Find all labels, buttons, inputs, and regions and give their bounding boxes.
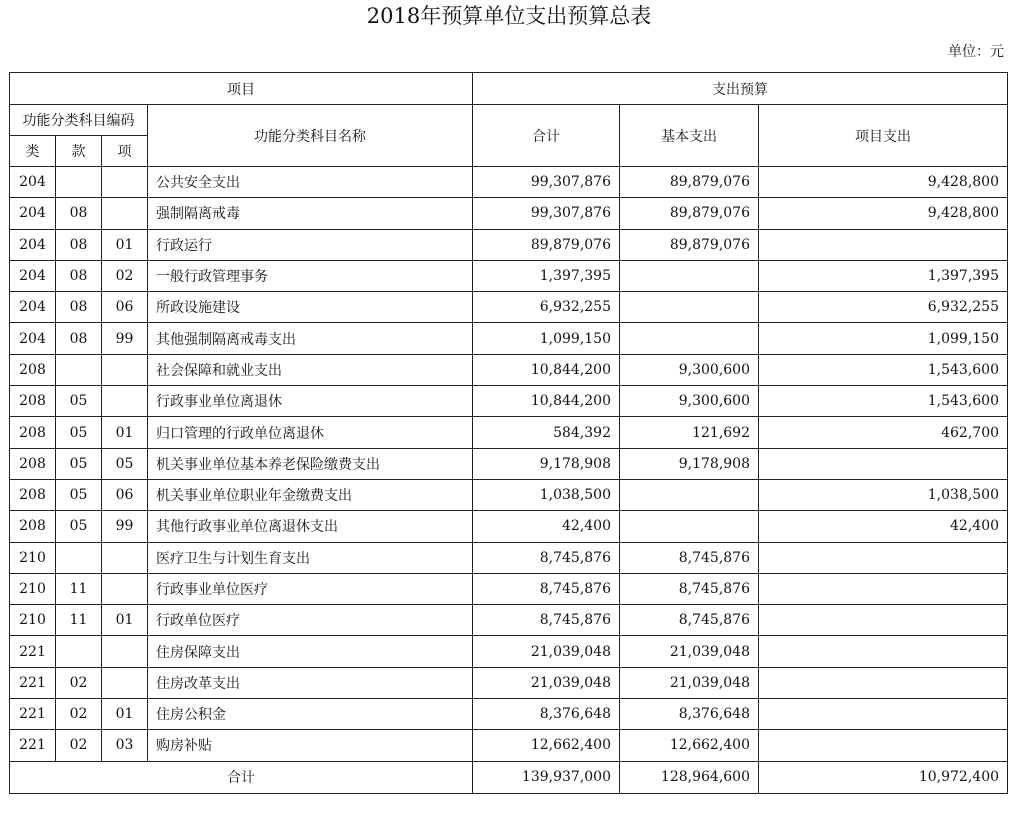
cell-name: 机关事业单位基本养老保险缴费支出	[148, 448, 473, 479]
cell-total: 42,400	[473, 511, 620, 542]
table-row	[10, 386, 1008, 417]
document-title: 2018年预算单位支出预算总表	[366, 4, 652, 28]
table-row	[10, 699, 1008, 730]
cell-xiang: 99	[102, 323, 148, 354]
table-body	[10, 167, 1008, 794]
cell-total: 584,392	[473, 417, 620, 448]
cell-basic: 9,178,908	[620, 448, 759, 479]
cell-lei: 204	[10, 198, 56, 229]
cell-xiang: 01	[102, 229, 148, 260]
cell-project	[759, 667, 1008, 698]
table-row	[10, 260, 1008, 291]
totals-label: 合计	[10, 761, 473, 793]
cell-total: 9,178,908	[473, 448, 620, 479]
cell-lei: 204	[10, 292, 56, 323]
cell-project: 462,700	[759, 417, 1008, 448]
cell-project: 6,932,255	[759, 292, 1008, 323]
table-row	[10, 542, 1008, 573]
cell-name: 其他强制隔离戒毒支出	[148, 323, 473, 354]
cell-kuan	[56, 636, 102, 667]
cell-project: 42,400	[759, 511, 1008, 542]
cell-kuan: 08	[56, 323, 102, 354]
cell-kuan	[56, 354, 102, 385]
cell-total: 99,307,876	[473, 167, 620, 198]
cell-name: 机关事业单位职业年金缴费支出	[148, 479, 473, 510]
cell-kuan: 05	[56, 386, 102, 417]
header-xiang: 项	[102, 136, 148, 167]
cell-basic: 9,300,600	[620, 386, 759, 417]
cell-total: 1,099,150	[473, 323, 620, 354]
cell-xiang: 03	[102, 730, 148, 761]
cell-project	[759, 636, 1008, 667]
cell-kuan: 05	[56, 511, 102, 542]
cell-name: 住房保障支出	[148, 636, 473, 667]
cell-xiang	[102, 167, 148, 198]
cell-basic	[620, 260, 759, 291]
header-item: 项目	[10, 73, 473, 105]
cell-total: 8,376,648	[473, 699, 620, 730]
cell-xiang	[102, 198, 148, 229]
cell-total: 12,662,400	[473, 730, 620, 761]
cell-kuan: 08	[56, 292, 102, 323]
cell-kuan: 05	[56, 448, 102, 479]
cell-xiang	[102, 667, 148, 698]
cell-xiang: 01	[102, 417, 148, 448]
cell-xiang	[102, 542, 148, 573]
cell-total: 6,932,255	[473, 292, 620, 323]
table-row	[10, 167, 1008, 198]
totals-basic: 128,964,600	[620, 761, 759, 793]
table-row	[10, 511, 1008, 542]
cell-project	[759, 573, 1008, 604]
table-row	[10, 323, 1008, 354]
cell-xiang: 01	[102, 605, 148, 636]
cell-total: 8,745,876	[473, 573, 620, 604]
cell-project: 1,543,600	[759, 386, 1008, 417]
cell-lei: 208	[10, 417, 56, 448]
cell-basic: 12,662,400	[620, 730, 759, 761]
cell-basic: 8,745,876	[620, 573, 759, 604]
cell-lei: 208	[10, 448, 56, 479]
cell-name: 归口管理的行政单位离退休	[148, 417, 473, 448]
cell-total: 21,039,048	[473, 667, 620, 698]
cell-project	[759, 605, 1008, 636]
table-row	[10, 479, 1008, 510]
cell-name: 行政运行	[148, 229, 473, 260]
table-row	[10, 198, 1008, 229]
cell-total: 10,844,200	[473, 354, 620, 385]
header-row-1	[10, 73, 1008, 105]
totals-project: 10,972,400	[759, 761, 1008, 793]
table-row	[10, 667, 1008, 698]
totals-total: 139,937,000	[473, 761, 620, 793]
cell-xiang: 05	[102, 448, 148, 479]
cell-basic: 9,300,600	[620, 354, 759, 385]
cell-total: 99,307,876	[473, 198, 620, 229]
header-code-group: 功能分类科目编码	[10, 105, 148, 136]
cell-name: 购房补贴	[148, 730, 473, 761]
cell-basic: 21,039,048	[620, 667, 759, 698]
cell-name: 医疗卫生与计划生育支出	[148, 542, 473, 573]
cell-basic	[620, 292, 759, 323]
cell-basic: 8,745,876	[620, 605, 759, 636]
cell-lei: 204	[10, 167, 56, 198]
cell-kuan: 11	[56, 605, 102, 636]
table-row	[10, 417, 1008, 448]
cell-kuan: 08	[56, 198, 102, 229]
table-row	[10, 448, 1008, 479]
cell-basic: 8,745,876	[620, 542, 759, 573]
table-row	[10, 636, 1008, 667]
cell-total: 89,879,076	[473, 229, 620, 260]
header-basic: 基本支出	[620, 105, 759, 167]
cell-name: 强制隔离戒毒	[148, 198, 473, 229]
header-lei: 类	[10, 136, 56, 167]
cell-kuan: 08	[56, 260, 102, 291]
cell-project	[759, 229, 1008, 260]
header-project: 项目支出	[759, 105, 1008, 167]
unit-label: 单位：元	[948, 44, 1004, 60]
cell-xiang: 06	[102, 479, 148, 510]
cell-name: 公共安全支出	[148, 167, 473, 198]
cell-basic: 89,879,076	[620, 198, 759, 229]
cell-basic: 21,039,048	[620, 636, 759, 667]
cell-basic: 121,692	[620, 417, 759, 448]
header-total: 合计	[473, 105, 620, 167]
cell-basic: 89,879,076	[620, 229, 759, 260]
cell-kuan: 05	[56, 417, 102, 448]
cell-lei: 221	[10, 667, 56, 698]
cell-project: 9,428,800	[759, 198, 1008, 229]
cell-xiang: 01	[102, 699, 148, 730]
cell-project: 1,099,150	[759, 323, 1008, 354]
cell-project: 1,397,395	[759, 260, 1008, 291]
cell-kuan: 08	[56, 229, 102, 260]
cell-name: 行政事业单位医疗	[148, 573, 473, 604]
cell-xiang: 06	[102, 292, 148, 323]
cell-xiang	[102, 573, 148, 604]
totals-row	[10, 761, 1008, 793]
table-row	[10, 354, 1008, 385]
cell-total: 10,844,200	[473, 386, 620, 417]
cell-xiang	[102, 636, 148, 667]
cell-lei: 210	[10, 605, 56, 636]
cell-total: 1,397,395	[473, 260, 620, 291]
cell-total: 21,039,048	[473, 636, 620, 667]
cell-project: 9,428,800	[759, 167, 1008, 198]
header-kuan: 款	[56, 136, 102, 167]
cell-lei: 210	[10, 542, 56, 573]
table-row	[10, 605, 1008, 636]
cell-kuan: 02	[56, 730, 102, 761]
cell-lei: 208	[10, 511, 56, 542]
cell-name: 住房改革支出	[148, 667, 473, 698]
table-row	[10, 292, 1008, 323]
cell-basic	[620, 323, 759, 354]
cell-name: 其他行政事业单位离退休支出	[148, 511, 473, 542]
cell-xiang	[102, 386, 148, 417]
cell-xiang	[102, 354, 148, 385]
cell-kuan: 05	[56, 479, 102, 510]
cell-name: 所政设施建设	[148, 292, 473, 323]
cell-total: 1,038,500	[473, 479, 620, 510]
cell-basic: 89,879,076	[620, 167, 759, 198]
cell-lei: 204	[10, 323, 56, 354]
cell-total: 8,745,876	[473, 605, 620, 636]
cell-project: 1,543,600	[759, 354, 1008, 385]
cell-lei: 221	[10, 636, 56, 667]
header-name: 功能分类科目名称	[148, 105, 473, 167]
cell-name: 一般行政管理事务	[148, 260, 473, 291]
cell-lei: 208	[10, 479, 56, 510]
header-row-2	[10, 105, 1008, 136]
budget-table	[9, 72, 1008, 794]
cell-lei: 204	[10, 260, 56, 291]
cell-kuan: 11	[56, 573, 102, 604]
cell-basic	[620, 511, 759, 542]
cell-project: 1,038,500	[759, 479, 1008, 510]
cell-total: 8,745,876	[473, 542, 620, 573]
cell-kuan: 02	[56, 699, 102, 730]
cell-lei: 208	[10, 354, 56, 385]
cell-name: 行政事业单位离退休	[148, 386, 473, 417]
cell-basic	[620, 479, 759, 510]
cell-project	[759, 730, 1008, 761]
cell-name: 社会保障和就业支出	[148, 354, 473, 385]
table-row	[10, 229, 1008, 260]
header-budget: 支出预算	[473, 73, 1008, 105]
cell-name: 行政单位医疗	[148, 605, 473, 636]
cell-kuan: 02	[56, 667, 102, 698]
cell-lei: 221	[10, 730, 56, 761]
cell-basic: 8,376,648	[620, 699, 759, 730]
cell-lei: 221	[10, 699, 56, 730]
cell-project	[759, 542, 1008, 573]
cell-project	[759, 448, 1008, 479]
cell-xiang: 99	[102, 511, 148, 542]
cell-kuan	[56, 167, 102, 198]
table-row	[10, 573, 1008, 604]
cell-lei: 204	[10, 229, 56, 260]
table-row	[10, 730, 1008, 761]
cell-lei: 210	[10, 573, 56, 604]
cell-name: 住房公积金	[148, 699, 473, 730]
cell-lei: 208	[10, 386, 56, 417]
cell-kuan	[56, 542, 102, 573]
cell-project	[759, 699, 1008, 730]
cell-xiang: 02	[102, 260, 148, 291]
